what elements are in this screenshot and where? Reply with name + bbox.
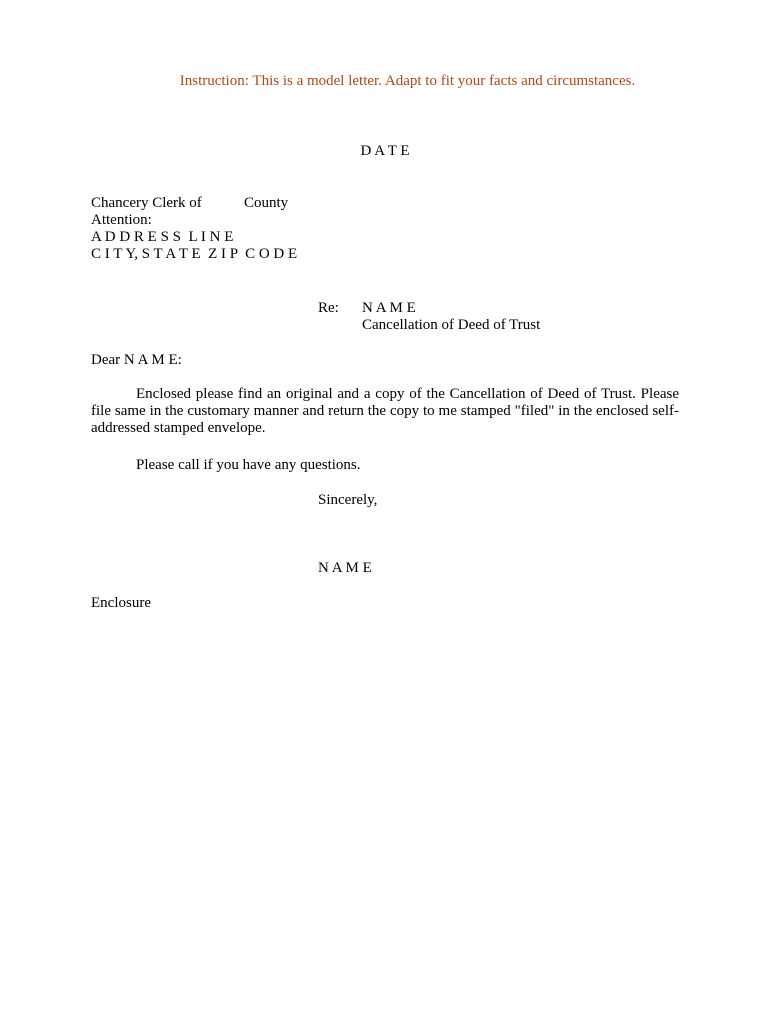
- body-paragraph: Enclosed please find an original and a copy of the Cancellation of Deed of Trust. Please file same in the customary manner and return the copy to me stamped "filed" in the enclosed self-addressed stamped envelope.: [91, 386, 679, 436]
- recipient-attention: Attention:: [91, 212, 152, 228]
- recipient-clerk: Chancery Clerk of: [91, 195, 202, 211]
- recipient-city-line: C I T Y, S T A T E Z I P C O D E: [91, 246, 298, 262]
- salutation: Dear N A M E:: [91, 352, 182, 368]
- reference-label: Re:: [318, 300, 339, 316]
- recipient-county: County: [244, 195, 289, 211]
- instruction-note: Instruction: This is a model letter. Adapt to fit your facts and circumstances.: [179, 73, 636, 89]
- signer-name: N A M E: [318, 560, 372, 576]
- letter-date: D A T E: [360, 143, 410, 159]
- call-line: Please call if you have any questions.: [136, 457, 361, 473]
- reference-subject: Cancellation of Deed of Trust: [362, 317, 541, 333]
- enclosure-note: Enclosure: [91, 595, 151, 611]
- recipient-address-line: A D D R E S S L I N E: [91, 229, 234, 245]
- closing: Sincerely,: [318, 492, 378, 508]
- reference-name: N A M E: [362, 300, 416, 316]
